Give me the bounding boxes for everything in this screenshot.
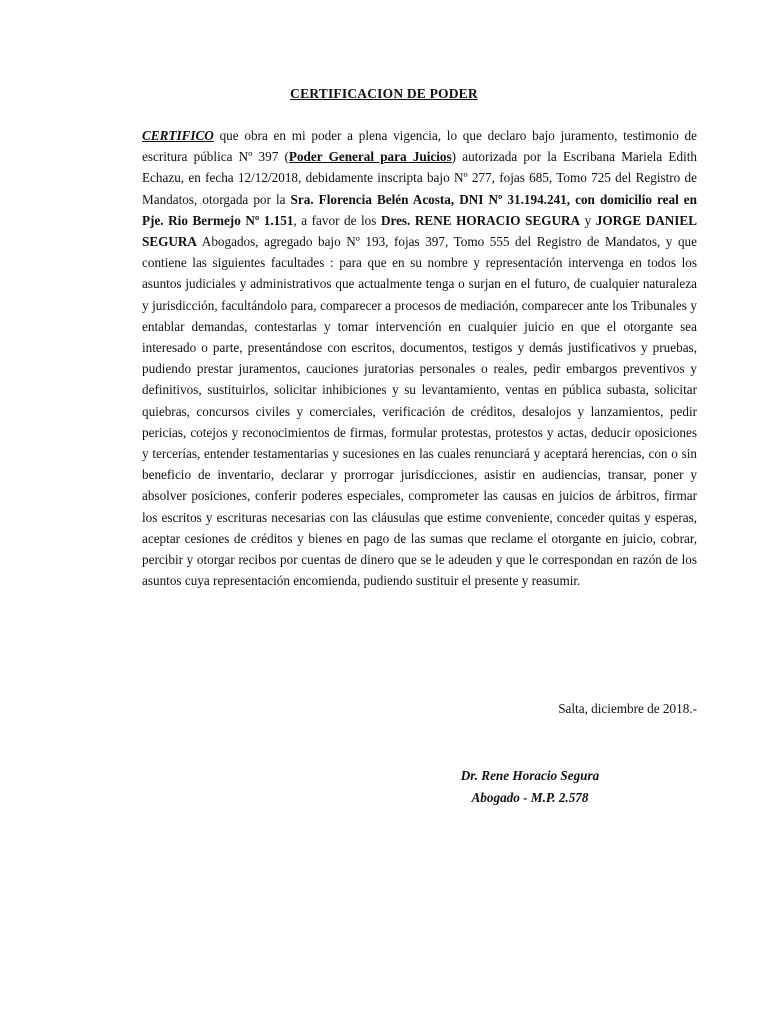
body-text-2: ) autorizada por la Escribana Mariela Edith Echazu, en fecha 12/12/2018, debidamente inscripta bajo Nº 277, fojas 685, Tomo 725 del Registro de Mandatos, otorgada por la: [142, 149, 698, 207]
certification-body: [142, 125, 697, 591]
attorney-1: Dres. RENE HORACIO SEGURA: [380, 212, 581, 228]
lead-word: CERTIFICO: [142, 128, 214, 143]
body-text-5: Abogados, agregado bajo Nº 193, fojas 397, Tomo 555 del Registro de Mandatos, y que contiene las siguientes facultades : para que en su nombre y representación intervenga en todos los asuntos judiciales y administrativos que actualmente tenga o surjan en el futuro, de cualquier naturaleza y jurisdicción, facultándolo para, comparecer a procesos de mediación, comparecer ante los Tribunales y entablar demandas, contestarlas y tomar intervención en cualquier juicio en que el otorgante sea interesado o parte, presentándose con escritos, documentos, testigos y demás justificativos y pruebas, pudiendo prestar juramentos, cauciones juratorias personales o reales, pedir embargos preventivos y definitivos, sustituirlos, solicitar inhibiciones y su levantamiento, ventas en pública subasta, solicitar quiebras, concursos civiles y comerciales, verificación de créditos, desalojos y lanzamientos, pedir pericias, cotejos y reconocimientos de firmas, formular protestas, protestos y actas, deducir oposiciones y tercerías, entender testamentarias y sucesiones en las cuales renunciará y aceptará herencias, con o sin beneficio de inventario, declarar y prorrogar jurisdicciones, asistir en audiencias, transar, poner y absolver posiciones, conferir poderes especiales, comprometer las causas en juicios de árbitros, firmar los escritos y escrituras necesarias con las cláusulas que estime conveniente, conceder quitas y esperas, aceptar cesiones de créditos y bienes en pago de las sumas que reclame el otorgante en juicio, cobrar, percibir y otorgar recibos por cuentas de dinero que se le adeuden y que le correspondan en razón de los asuntos cuya representación encomienda, pudiendo sustituir el presente y reasumir.: [142, 234, 697, 589]
place-date: Salta, diciembre de 2018.-: [558, 701, 697, 716]
body-text-4: y: [580, 212, 596, 228]
grantor-details: Sra. Florencia Belén Acosta, DNI Nº 31.194.241, con domicilio real en Pje. Rio Bermejo Nº 1.151: [142, 191, 697, 228]
attorney-2: JORGE DANIEL SEGURA: [142, 212, 698, 250]
document-title: CERTIFICACION DE PODER: [290, 86, 478, 101]
signature-block: [410, 765, 650, 809]
signature-role: Abogado - M.P. 2.578: [471, 790, 589, 805]
body-text-3: , a favor de los: [293, 212, 381, 228]
signature-name: Dr. Rene Horacio Segura: [460, 768, 600, 783]
deed-type: Poder General para Juicios: [288, 149, 452, 165]
body-text-1: que obra en mi poder a plena vigencia, lo que declaro bajo juramento, testimonio de escritura pública Nº 397 (: [142, 128, 697, 165]
